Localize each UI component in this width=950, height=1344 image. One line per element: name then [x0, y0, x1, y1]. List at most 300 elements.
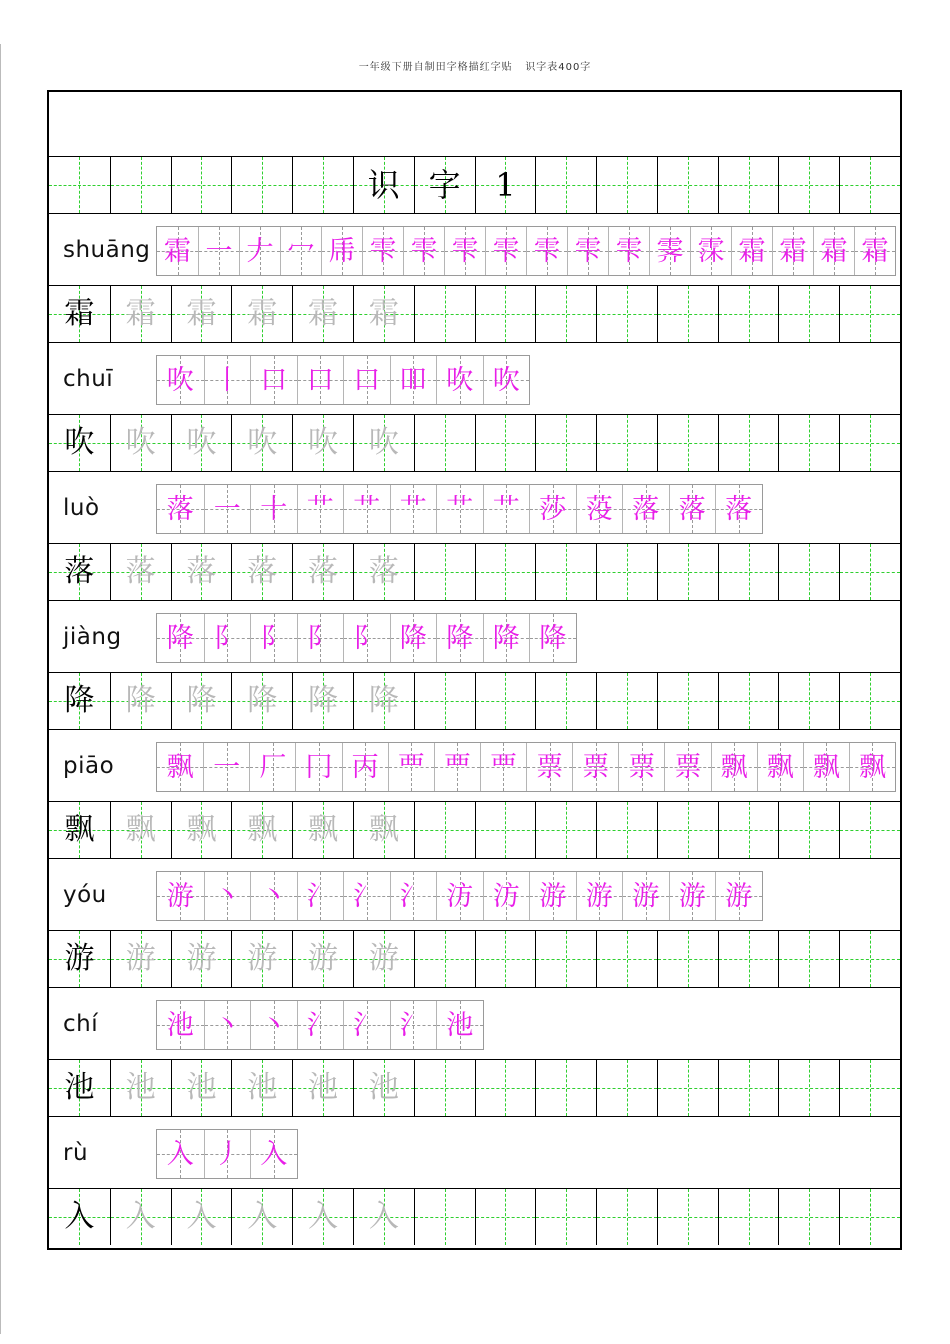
grid-guide-vertical [809, 931, 810, 987]
stroke-order-strip [156, 742, 896, 792]
grid-cell [657, 286, 718, 342]
grid-guide-vertical [870, 1189, 871, 1245]
grid-guide-vertical [505, 673, 506, 729]
grid-guide-vertical [809, 673, 810, 729]
grid-cell [292, 286, 353, 342]
stroke-step-char: 降 [399, 622, 427, 654]
stroke-step-cell [157, 743, 203, 791]
trace-char: 池 [186, 1070, 217, 1105]
grid-cell [49, 673, 110, 729]
grid-cell [292, 544, 353, 600]
grid-cell [110, 1060, 171, 1116]
grid-cell [353, 673, 414, 729]
trace-char: 霜 [186, 296, 217, 331]
grid-cell [718, 931, 779, 987]
practice-row [49, 801, 900, 858]
blank-row [49, 92, 900, 156]
grid-guide-vertical [688, 931, 689, 987]
stroke-step-cell [343, 356, 390, 404]
stroke-step-cell [436, 485, 483, 533]
grid-guide-vertical [749, 286, 750, 342]
stroke-step-char: 落 [678, 493, 706, 525]
pinyin-label: chuī [63, 365, 114, 392]
grid-cell [231, 931, 292, 987]
pinyin-row [49, 600, 900, 672]
stroke-step-char: 艹 [353, 493, 381, 525]
stroke-step-char: 霜 [820, 235, 848, 267]
stroke-step-char: 丶 [213, 1009, 241, 1041]
trace-char: 落 [186, 554, 217, 589]
stroke-order-strip [156, 355, 530, 405]
trace-char: 游 [186, 941, 217, 976]
trace-char: 吹 [308, 425, 339, 460]
trace-char: 池 [368, 1070, 399, 1105]
stroke-step-char: 飘 [766, 751, 794, 783]
grid-cell [171, 286, 232, 342]
trace-char: 入 [308, 1199, 339, 1234]
trace-char: 霜 [308, 296, 339, 331]
grid-cell [535, 802, 596, 858]
grid-cell [414, 931, 475, 987]
grid-guide-vertical [809, 415, 810, 471]
stroke-step-char: 飘 [812, 751, 840, 783]
trace-char: 落 [368, 554, 399, 589]
practice-row [49, 930, 900, 987]
stroke-step-cell [649, 227, 690, 275]
model-char: 降 [64, 683, 95, 718]
pinyin-row [49, 729, 900, 801]
grid-cell [353, 544, 414, 600]
trace-char: 游 [308, 941, 339, 976]
grid-guide-vertical [749, 931, 750, 987]
stroke-step-char: 池 [446, 1009, 474, 1041]
stroke-step-cell [715, 872, 762, 920]
grid-cell [778, 415, 839, 471]
grid-guide-vertical [505, 802, 506, 858]
stroke-step-char: 氵 [399, 1009, 427, 1041]
grid-guide-vertical [749, 157, 750, 213]
stroke-step-cell [297, 1001, 344, 1049]
stroke-step-char: 落 [632, 493, 660, 525]
stroke-step-cell [436, 872, 483, 920]
stroke-step-char: 游 [585, 880, 613, 912]
grid-cell [718, 1060, 779, 1116]
pinyin-row [49, 1116, 900, 1188]
stroke-step-cell [204, 872, 251, 920]
stroke-step-char: 池 [166, 1009, 194, 1041]
grid-guide-vertical [505, 544, 506, 600]
stroke-order-strip [156, 871, 763, 921]
stroke-step-cell [576, 872, 623, 920]
stroke-step-char: 票 [536, 751, 564, 783]
stroke-step-cell [297, 356, 344, 404]
grid-cell [657, 802, 718, 858]
trace-char: 飘 [186, 812, 217, 847]
trace-char: 吹 [247, 425, 278, 460]
grid-cell [778, 544, 839, 600]
stroke-step-cell [157, 227, 198, 275]
grid-cell [49, 415, 110, 471]
grid-guide-vertical [688, 1189, 689, 1245]
grid-cell [778, 673, 839, 729]
grid-cell [353, 286, 414, 342]
stroke-step-char: 雫 [410, 235, 438, 267]
grid-guide-vertical [627, 802, 628, 858]
grid-cell [839, 931, 900, 987]
grid-guide-vertical [749, 1189, 750, 1245]
grid-cell [475, 802, 536, 858]
stroke-step-cell [204, 485, 251, 533]
stroke-step-char: 降 [492, 622, 520, 654]
stroke-step-char: 雫 [533, 235, 561, 267]
grid-guide-vertical [627, 286, 628, 342]
grid-cell [171, 1189, 232, 1245]
stroke-step-char: 汸 [446, 880, 474, 912]
stroke-step-cell [480, 743, 526, 791]
stroke-step-cell [608, 227, 649, 275]
grid-cell [231, 1060, 292, 1116]
stroke-step-cell [157, 1130, 204, 1178]
grid-guide-vertical [688, 286, 689, 342]
stroke-step-char: 艹 [446, 493, 474, 525]
stroke-step-cell [204, 356, 251, 404]
grid-guide-vertical [627, 931, 628, 987]
trace-char: 飘 [308, 812, 339, 847]
stroke-step-char: 汸 [492, 880, 520, 912]
grid-cell [292, 673, 353, 729]
stroke-step-cell [436, 356, 483, 404]
grid-guide-vertical [809, 802, 810, 858]
stroke-step-cell [669, 872, 716, 920]
grid-cell [414, 1189, 475, 1245]
trace-char: 游 [125, 941, 156, 976]
stroke-step-char: 阝 [260, 622, 288, 654]
grid-cell [839, 802, 900, 858]
grid-cell [110, 802, 171, 858]
grid-guide-vertical [749, 544, 750, 600]
grid-cell [292, 1189, 353, 1245]
stroke-step-char: 霜 [738, 235, 766, 267]
stroke-step-char: 票 [628, 751, 656, 783]
grid-cell [778, 286, 839, 342]
stroke-step-cell [157, 356, 204, 404]
stroke-order-strip [156, 613, 577, 663]
title-char: 1 [495, 166, 516, 204]
grid-cell [414, 1060, 475, 1116]
stroke-step-char: 吹 [166, 364, 194, 396]
stroke-step-char: 落 [725, 493, 753, 525]
stroke-step-cell [715, 485, 762, 533]
stroke-step-cell [390, 356, 437, 404]
model-char: 入 [64, 1199, 95, 1234]
stroke-step-char: 丿 [213, 1138, 241, 1170]
stroke-step-cell [772, 227, 813, 275]
stroke-step-cell [321, 227, 362, 275]
grid-cell [171, 1060, 232, 1116]
grid-cell [657, 673, 718, 729]
practice-row [49, 543, 900, 600]
grid-guide-vertical [323, 157, 324, 213]
grid-cell [475, 544, 536, 600]
margin-line [0, 44, 1, 1334]
grid-guide-vertical [566, 544, 567, 600]
practice-row [49, 285, 900, 342]
pinyin-row [49, 858, 900, 930]
grid-cell [171, 415, 232, 471]
stroke-step-cell [343, 872, 390, 920]
grid-cell [839, 1189, 900, 1245]
grid-cell [231, 415, 292, 471]
stroke-step-cell [157, 485, 204, 533]
grid-cell [778, 931, 839, 987]
grid-cell [535, 157, 596, 213]
grid-guide-vertical [809, 1189, 810, 1245]
stroke-step-char: 雫 [369, 235, 397, 267]
stroke-step-cell [250, 614, 297, 662]
trace-char: 池 [308, 1070, 339, 1105]
grid-cell [535, 415, 596, 471]
grid-guide-vertical [566, 802, 567, 858]
stroke-step-char: 落 [166, 493, 194, 525]
grid-cell [718, 1189, 779, 1245]
model-char: 池 [64, 1070, 95, 1105]
stroke-step-cell [690, 227, 731, 275]
stroke-step-cell [157, 614, 204, 662]
trace-char: 吹 [125, 425, 156, 460]
grid-guide-vertical [566, 931, 567, 987]
grid-cell [49, 802, 110, 858]
stroke-step-char: 游 [539, 880, 567, 912]
grid-guide-vertical [688, 544, 689, 600]
grid-guide-vertical [566, 673, 567, 729]
title-row [49, 156, 900, 213]
grid-cell [839, 157, 900, 213]
grid-guide-vertical [870, 931, 871, 987]
stroke-step-cell [250, 1130, 297, 1178]
grid-cell [839, 544, 900, 600]
grid-cell [171, 157, 232, 213]
grid-guide-vertical [627, 1060, 628, 1116]
grid-guide-vertical [445, 286, 446, 342]
grid-cell [535, 673, 596, 729]
grid-cell [231, 544, 292, 600]
grid-cell [839, 286, 900, 342]
grid-cell [475, 931, 536, 987]
stroke-step-char: 艹 [306, 493, 334, 525]
grid-cell [718, 415, 779, 471]
model-char: 吹 [64, 425, 95, 460]
grid-guide-vertical [445, 802, 446, 858]
stroke-step-cell [362, 227, 403, 275]
grid-cell [839, 1060, 900, 1116]
trace-char: 游 [368, 941, 399, 976]
stroke-step-char: 十 [260, 493, 288, 525]
stroke-step-char: 𠂇 [246, 235, 274, 267]
trace-char: 降 [247, 683, 278, 718]
trace-char: 入 [186, 1199, 217, 1234]
trace-char: 入 [125, 1199, 156, 1234]
grid-cell [231, 673, 292, 729]
grid-guide-vertical [505, 1189, 506, 1245]
grid-cell [535, 1189, 596, 1245]
stroke-step-cell [297, 872, 344, 920]
stroke-step-cell [390, 614, 437, 662]
grid-cell [475, 673, 536, 729]
grid-guide-vertical [627, 415, 628, 471]
stroke-step-cell [388, 743, 434, 791]
grid-guide-vertical [870, 802, 871, 858]
grid-guide-vertical [870, 157, 871, 213]
grid-cell [49, 1060, 110, 1116]
grid-cell [231, 1189, 292, 1245]
grid-guide-vertical [566, 1189, 567, 1245]
stroke-step-char: 口 [306, 364, 334, 396]
grid-cell [475, 1189, 536, 1245]
stroke-step-cell [618, 743, 664, 791]
trace-char: 落 [125, 554, 156, 589]
stroke-step-cell [239, 227, 280, 275]
grid-guide-vertical [201, 157, 202, 213]
stroke-step-char: 雫 [492, 235, 520, 267]
stroke-step-char: 艹 [492, 493, 520, 525]
grid-guide-vertical [505, 286, 506, 342]
stroke-step-char: 丶 [213, 880, 241, 912]
practice-sheet [47, 90, 902, 1250]
grid-cell [657, 1060, 718, 1116]
trace-char: 落 [247, 554, 278, 589]
pinyin-label: piāo [63, 752, 115, 779]
stroke-step-char: 降 [166, 622, 194, 654]
grid-cell [292, 415, 353, 471]
stroke-step-char: 游 [725, 880, 753, 912]
grid-cell [110, 544, 171, 600]
stroke-step-cell [390, 1001, 437, 1049]
grid-guide-vertical [445, 673, 446, 729]
grid-guide-vertical [505, 1060, 506, 1116]
stroke-order-strip [156, 226, 896, 276]
trace-char: 入 [368, 1199, 399, 1234]
stroke-step-char: 莈 [585, 493, 613, 525]
trace-char: 飘 [247, 812, 278, 847]
practice-row [49, 1188, 900, 1245]
grid-cell [839, 415, 900, 471]
grid-guide-vertical [566, 157, 567, 213]
grid-cell [49, 157, 110, 213]
stroke-step-cell [297, 614, 344, 662]
grid-cell [414, 673, 475, 729]
grid-cell [353, 802, 414, 858]
model-char: 游 [64, 941, 95, 976]
grid-guide-vertical [445, 1189, 446, 1245]
stroke-step-cell [343, 614, 390, 662]
stroke-step-cell [343, 485, 390, 533]
grid-guide-vertical [627, 544, 628, 600]
grid-cell [110, 415, 171, 471]
trace-char: 霜 [247, 296, 278, 331]
stroke-step-cell [731, 227, 772, 275]
stroke-step-char: 氵 [306, 1009, 334, 1041]
grid-cell [657, 157, 718, 213]
stroke-order-strip [156, 1129, 298, 1179]
stroke-step-cell [664, 743, 710, 791]
stroke-step-char: 乕 [328, 235, 356, 267]
stroke-step-cell [483, 872, 530, 920]
stroke-step-char: 阝 [213, 622, 241, 654]
grid-cell [718, 544, 779, 600]
grid-guide-vertical [445, 415, 446, 471]
stroke-step-cell [250, 872, 297, 920]
grid-cell [110, 157, 171, 213]
stroke-step-cell [849, 743, 895, 791]
stroke-step-char: 飘 [166, 751, 194, 783]
grid-cell [231, 802, 292, 858]
grid-guide-vertical [505, 931, 506, 987]
grid-guide-vertical [749, 415, 750, 471]
grid-cell [718, 157, 779, 213]
grid-cell [535, 286, 596, 342]
stroke-step-char: 厂 [259, 751, 287, 783]
stroke-step-char: 吹 [492, 364, 520, 396]
stroke-step-char: 票 [582, 751, 610, 783]
grid-guide-vertical [79, 157, 80, 213]
trace-char: 吹 [368, 425, 399, 460]
grid-cell [778, 157, 839, 213]
stroke-step-cell [157, 1001, 204, 1049]
grid-cell [353, 931, 414, 987]
stroke-step-cell [436, 1001, 483, 1049]
stroke-step-char: 雫 [451, 235, 479, 267]
trace-char: 吹 [186, 425, 217, 460]
grid-guide-vertical [566, 415, 567, 471]
grid-guide-vertical [809, 544, 810, 600]
stroke-step-char: 艹 [399, 493, 427, 525]
stroke-step-cell [529, 614, 576, 662]
stroke-step-cell [803, 743, 849, 791]
stroke-step-char: 降 [446, 622, 474, 654]
stroke-step-cell [483, 356, 530, 404]
grid-cell [778, 1189, 839, 1245]
grid-guide-vertical [445, 544, 446, 600]
grid-cell [596, 286, 657, 342]
grid-cell [414, 157, 475, 213]
pinyin-label: jiàng [63, 623, 122, 650]
trace-char: 飘 [125, 812, 156, 847]
stroke-step-char: 一 [205, 235, 233, 267]
stroke-step-char: 雫 [574, 235, 602, 267]
grid-guide-vertical [870, 673, 871, 729]
stroke-step-cell [280, 227, 321, 275]
stroke-step-cell [203, 743, 249, 791]
stroke-step-cell [576, 485, 623, 533]
stroke-step-char: 覀 [489, 751, 517, 783]
stroke-step-char: 游 [632, 880, 660, 912]
page-header: 一年级下册自制田字格描红字贴 识字表400字 [358, 62, 592, 73]
trace-char: 降 [368, 683, 399, 718]
grid-guide-vertical [809, 286, 810, 342]
pinyin-label: rù [63, 1139, 89, 1166]
stroke-step-cell [204, 1130, 251, 1178]
trace-char: 霜 [125, 296, 156, 331]
stroke-step-char: 霜 [861, 235, 889, 267]
grid-cell [110, 1189, 171, 1245]
grid-cell [535, 931, 596, 987]
stroke-step-char: 丨 [213, 364, 241, 396]
grid-cell [171, 802, 232, 858]
stroke-step-cell [434, 743, 480, 791]
stroke-step-cell [529, 485, 576, 533]
stroke-step-char: 一 [213, 751, 241, 783]
stroke-step-char: 氵 [399, 880, 427, 912]
